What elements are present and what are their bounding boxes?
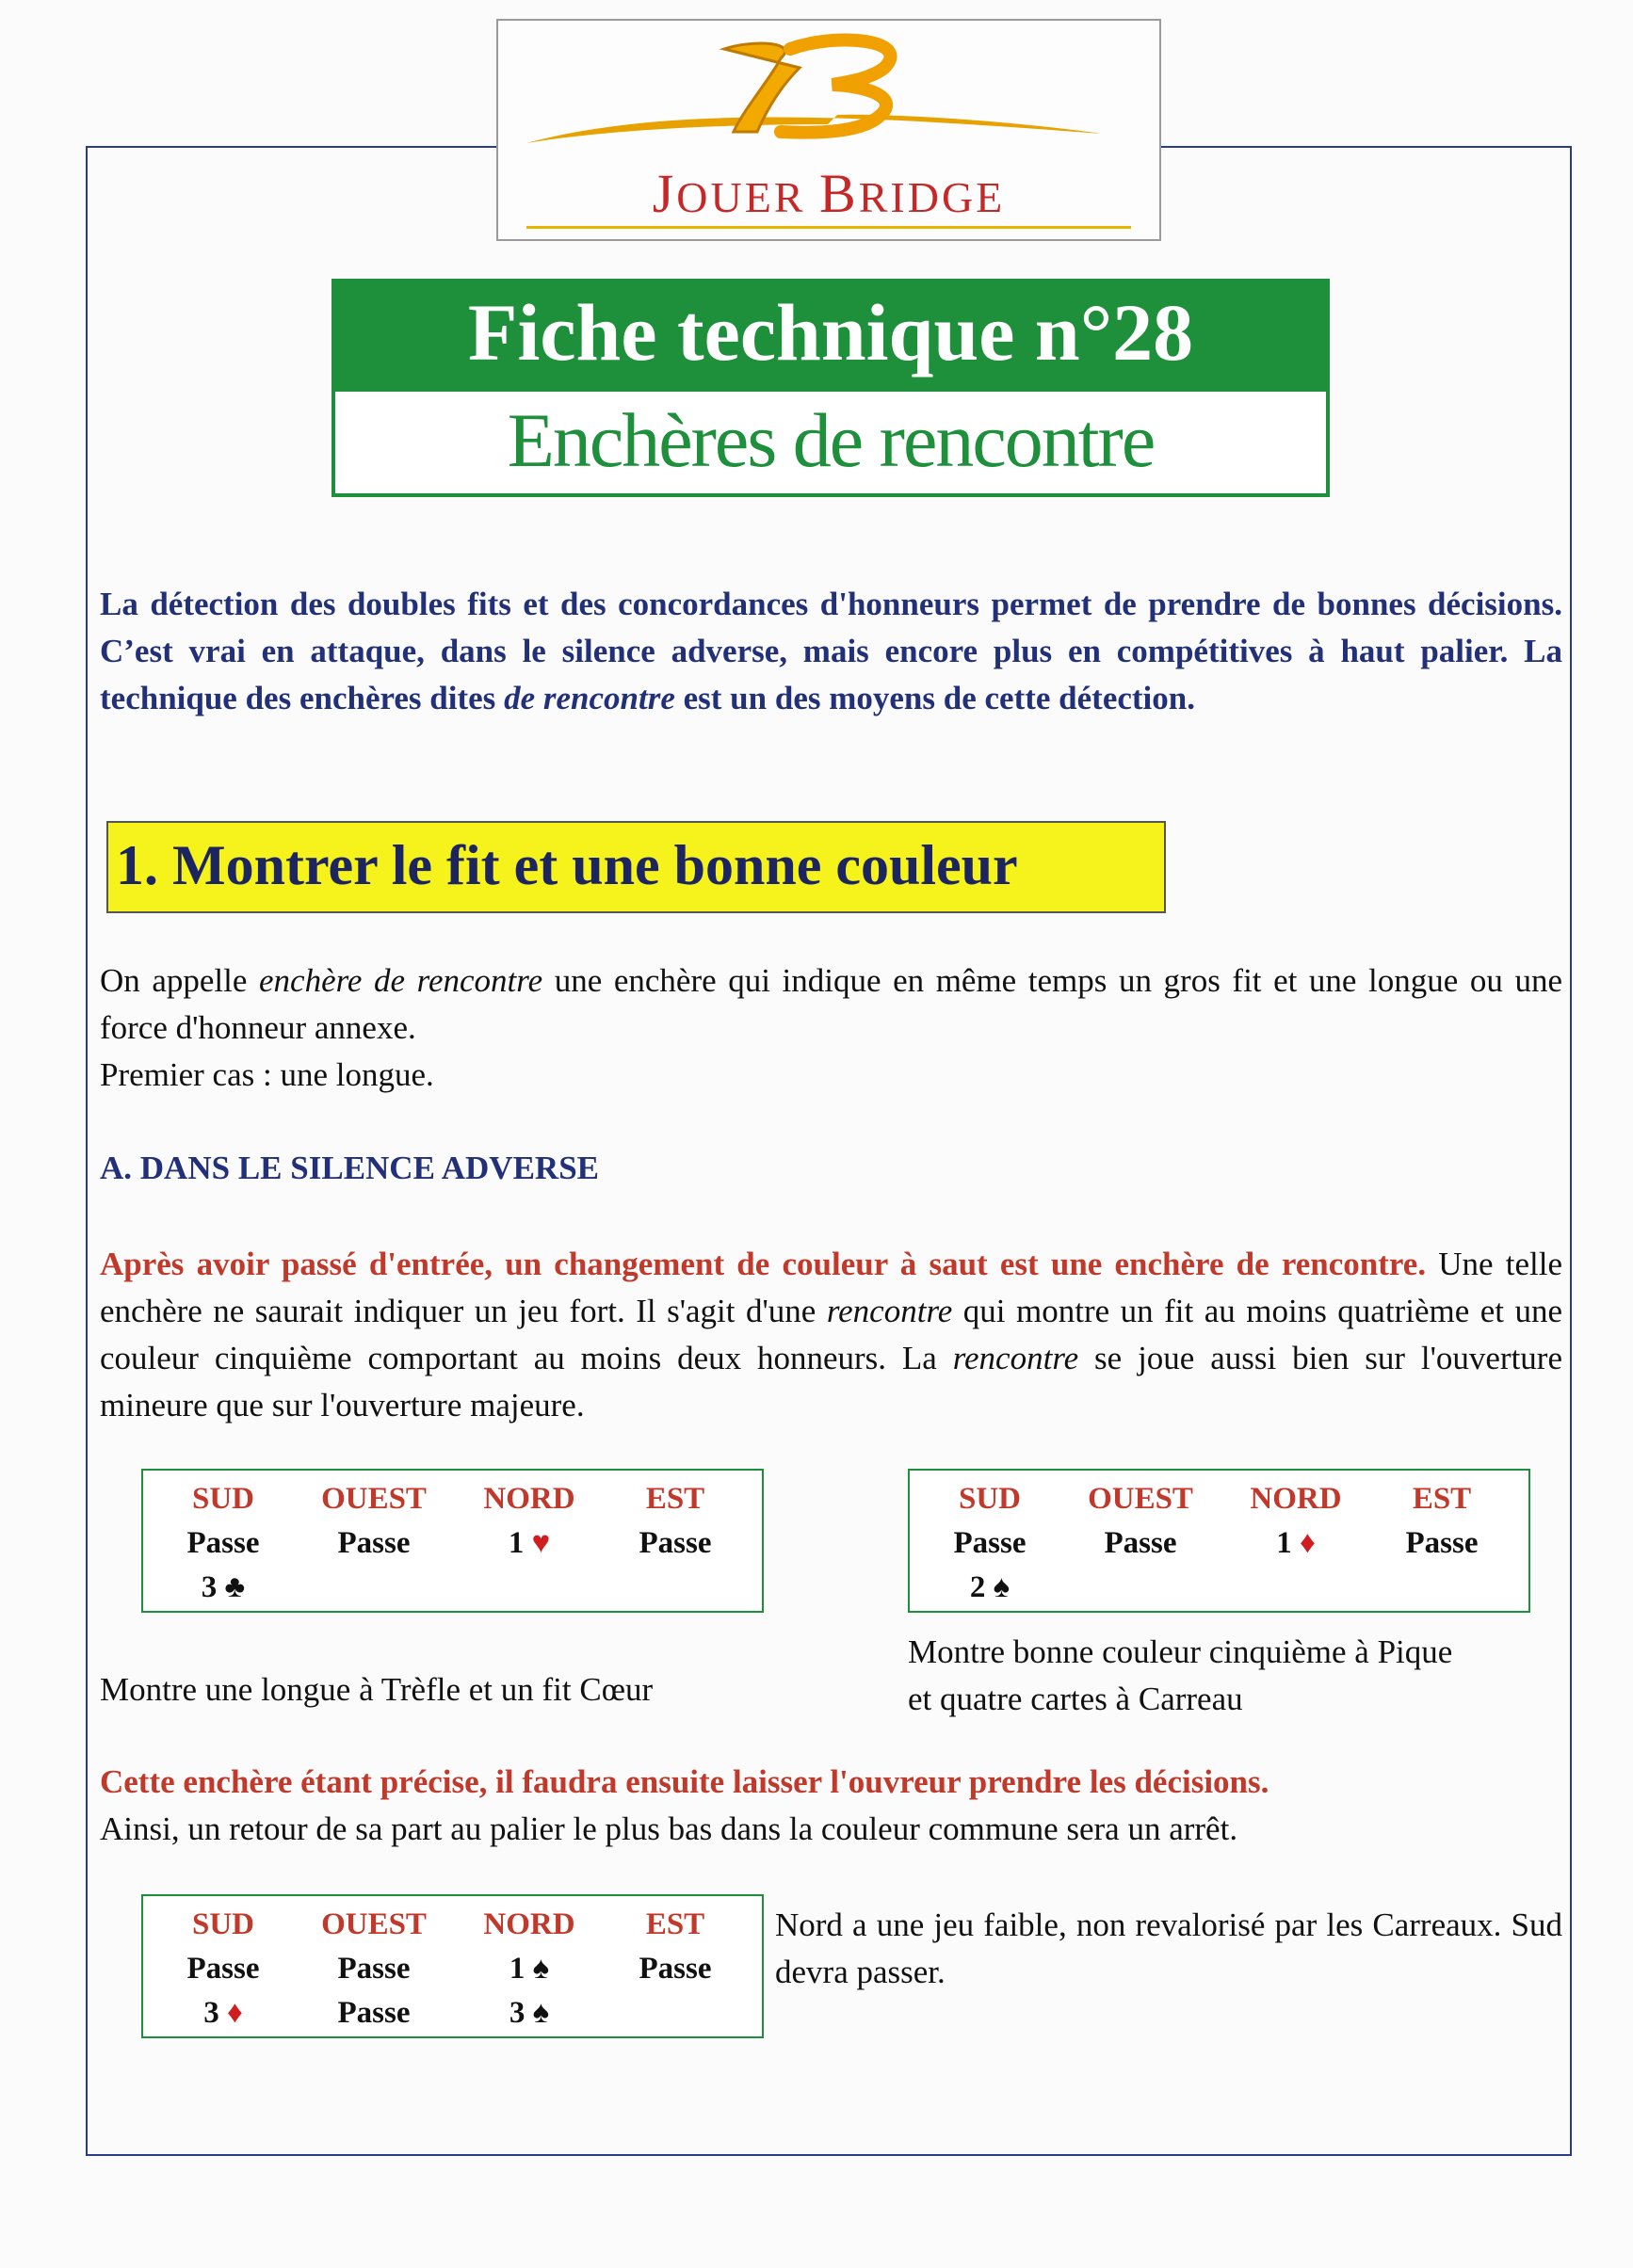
heart-icon: ♥ bbox=[531, 1526, 551, 1560]
logo-swoosh-graphic bbox=[498, 21, 1159, 162]
bid-est: Passe bbox=[639, 1526, 712, 1560]
header-est: EST bbox=[1412, 1482, 1472, 1516]
bid-ouest: Passe bbox=[337, 1952, 411, 1986]
header-nord: NORD bbox=[483, 1907, 575, 1941]
page-subtitle: Enchères de rencontre bbox=[331, 388, 1330, 497]
bid-sud: Passe bbox=[953, 1526, 1027, 1560]
header-sud: SUD bbox=[958, 1482, 1022, 1516]
rule-paragraph: Après avoir passé d'entrée, un changement de couleur à saut est une enchère de rencontre. Une telle enchère ne saurait indiquer un jeu fort. Il s'agit d'une rencontre qui montre un fit au moins quatrième et une couleur cinquième comportant au moins deux honneurs. La rencontre se joue aussi bien sur l'ouverture mineure que sur l'ouverture majeure. bbox=[100, 1246, 1563, 1424]
diamond-icon: ♦ bbox=[226, 1996, 243, 2030]
bid-sud: 2 ♠ bbox=[969, 1570, 1011, 1604]
auction-caption: Montre bonne couleur cinquième à Pique et quatre cartes à Carreau bbox=[908, 1633, 1453, 1717]
bid-sud: 3 ♦ bbox=[203, 1996, 243, 2030]
club-icon: ♣ bbox=[224, 1570, 246, 1604]
auction-caption: Nord a une jeu faible, non revalorisé par les Carreaux. Sud devra passer. bbox=[775, 1906, 1562, 1990]
bid-ouest: Passe bbox=[337, 1996, 411, 2030]
spade-icon: ♠ bbox=[993, 1570, 1011, 1604]
auction-caption: Montre une longue à Trèfle et un fit Cœur bbox=[100, 1671, 654, 1708]
bid-nord: 1 ♦ bbox=[1276, 1526, 1316, 1560]
subsection-heading: A. DANS LE SILENCE ADVERSE bbox=[100, 1150, 600, 1186]
section-heading: 1. Montrer le fit et une bonne couleur bbox=[106, 821, 1166, 913]
definition-paragraph: On appelle enchère de rencontre une enchère qui indique en même temps un gros fit et une longue ou une force d'honneur annexe. Premier cas : une longue. bbox=[100, 962, 1563, 1093]
jouer-bridge-logo bbox=[496, 19, 1161, 241]
diamond-icon: ♦ bbox=[1299, 1526, 1316, 1560]
header-sud: SUD bbox=[191, 1482, 255, 1516]
header-nord: NORD bbox=[483, 1482, 575, 1516]
header-ouest: OUEST bbox=[1088, 1482, 1193, 1516]
header-nord: NORD bbox=[1250, 1482, 1342, 1516]
bid-est: Passe bbox=[1405, 1526, 1479, 1560]
auction-table bbox=[141, 1894, 764, 2038]
header-ouest: OUEST bbox=[321, 1907, 427, 1941]
bid-est: Passe bbox=[639, 1952, 712, 1986]
header-sud: SUD bbox=[191, 1907, 255, 1941]
spade-icon: ♠ bbox=[532, 1996, 550, 2030]
header-est: EST bbox=[645, 1907, 705, 1941]
bid-sud: Passe bbox=[186, 1952, 260, 1986]
bid-nord: 3 ♠ bbox=[509, 1996, 550, 2030]
page-title: Fiche technique n°28 bbox=[331, 279, 1330, 392]
spade-icon: ♠ bbox=[532, 1952, 550, 1986]
intro-paragraph: La détection des doubles fits et des concordances d'honneurs permet de prendre de bonnes décisions. C’est vrai en attaque, dans le silence adverse, mais encore plus en compétitives à haut palier. La technique des enchères dites de rencontre est un des moyens de cette détection. bbox=[100, 586, 1562, 716]
auction-table bbox=[908, 1469, 1530, 1613]
header-est: EST bbox=[645, 1482, 705, 1516]
logo-wordmark: JOUER BRIDGE bbox=[652, 163, 1006, 224]
bid-nord: 1 ♥ bbox=[508, 1526, 551, 1560]
bid-sud: 3 ♣ bbox=[201, 1570, 246, 1604]
logo-underline bbox=[526, 226, 1131, 229]
header-ouest: OUEST bbox=[321, 1482, 427, 1516]
bid-nord: 1 ♠ bbox=[509, 1952, 550, 1986]
bid-ouest: Passe bbox=[1104, 1526, 1177, 1560]
auction-table bbox=[141, 1469, 764, 1613]
followup-paragraph: Cette enchère étant précise, il faudra ensuite laisser l'ouvreur prendre les décisions. Ainsi, un retour de sa part au palier le plus bas dans la couleur commune sera un arrêt. bbox=[100, 1763, 1269, 1847]
bid-ouest: Passe bbox=[337, 1526, 411, 1560]
bid-sud: Passe bbox=[186, 1526, 260, 1560]
